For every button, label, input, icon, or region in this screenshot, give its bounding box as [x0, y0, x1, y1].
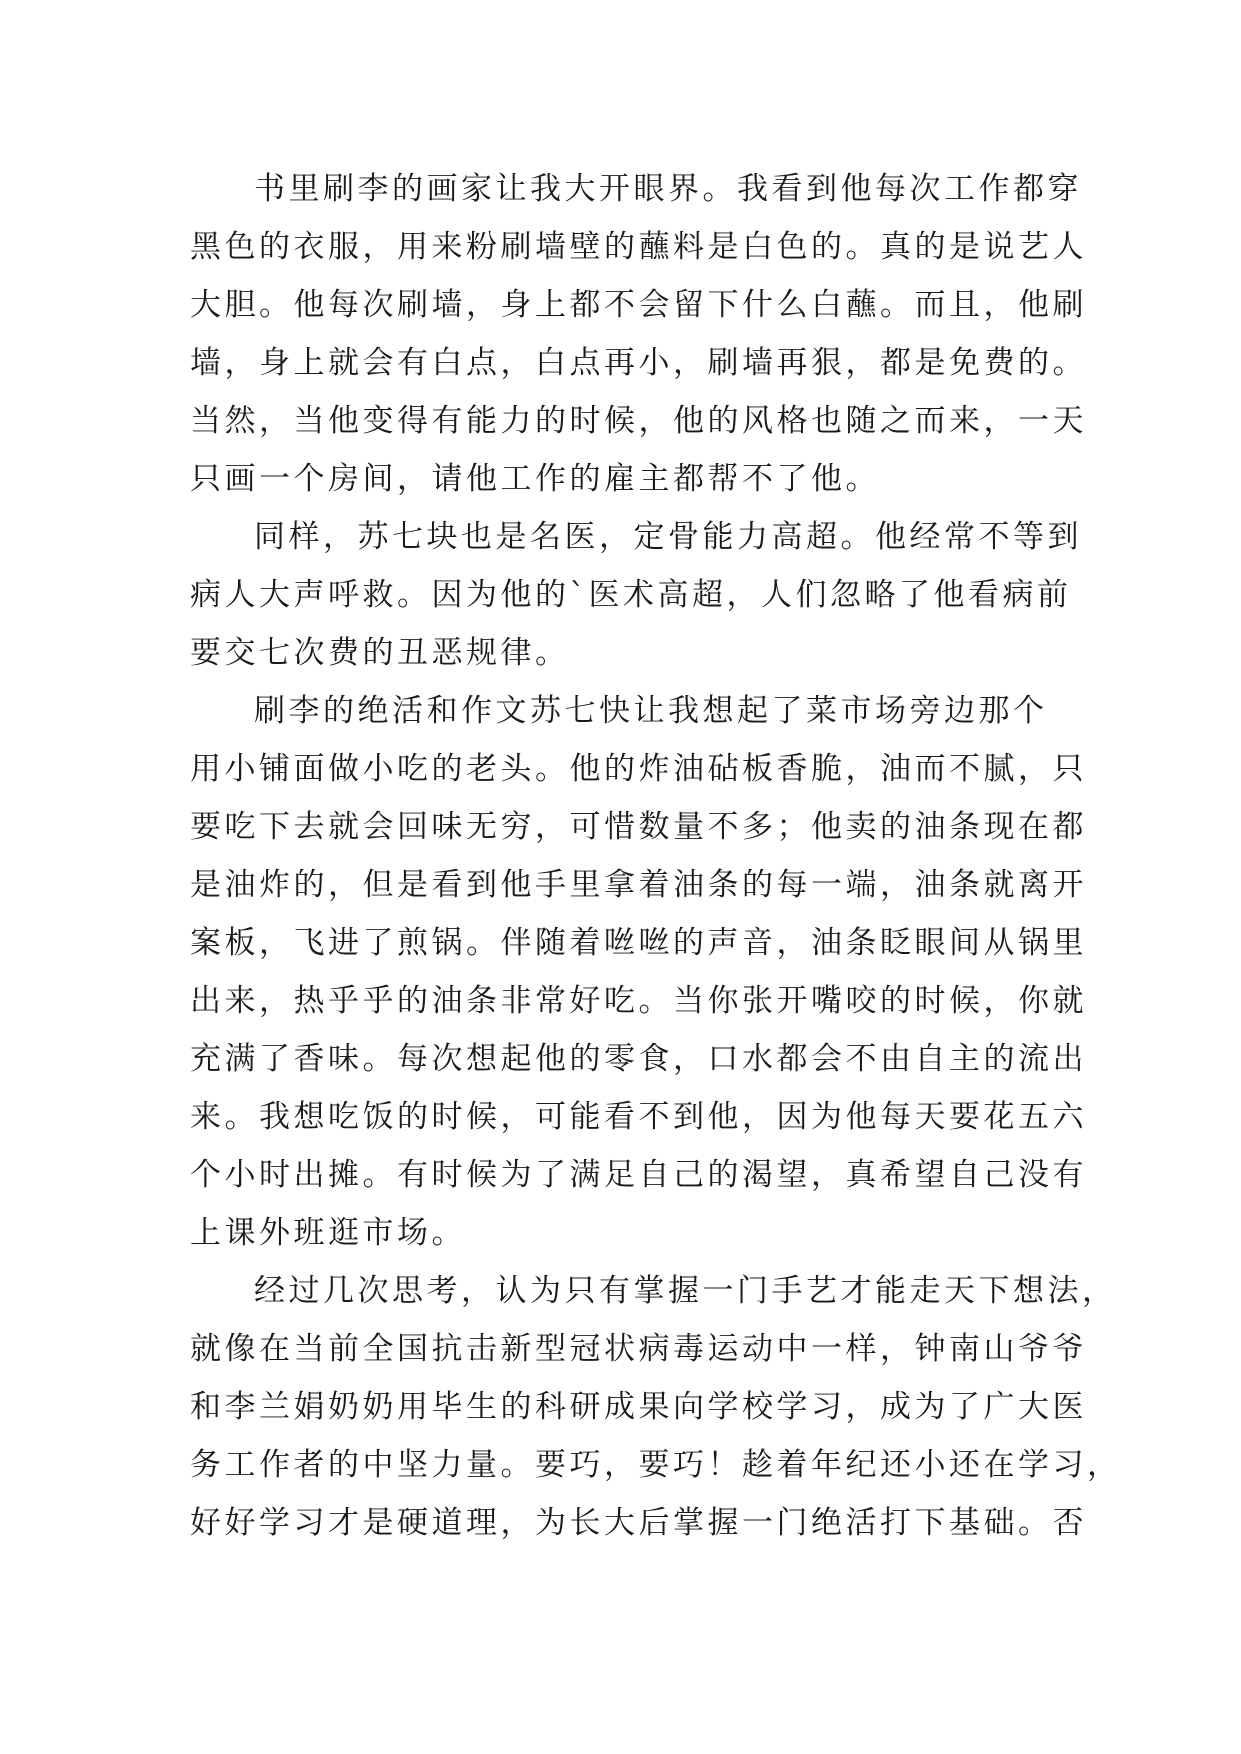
text-line: 来。我想吃饭的时候，可能看不到他，因为他每天要花五六 — [190, 1099, 1087, 1135]
text-line: 要吃下去就会回味无穷，可惜数量不多；他卖的油条现在都 — [190, 809, 1087, 845]
text-line: 案板，飞进了煎锅。伴随着咝咝的声音，油条眨眼间从锅里 — [190, 925, 1087, 961]
text-line: 是油炸的，但是看到他手里拿着油条的每一端，油条就离开 — [190, 867, 1087, 903]
text-line: 大胆。他每次刷墙，身上都不会留下什么白蘸。而且，他刷 — [190, 287, 1087, 323]
text-line: 上课外班逛市场。 — [190, 1215, 466, 1251]
text-line: 好好学习才是硬道理，为长大后掌握一门绝活打下基础。否 — [190, 1505, 1087, 1541]
text-line: 只画一个房间，请他工作的雇主都帮不了他。 — [190, 461, 880, 497]
text-line: 黑色的衣服，用来粉刷墙壁的蘸料是白色的。真的是说艺人 — [190, 229, 1087, 265]
text-line: 同样，苏七块也是名医，定骨能力高超。他经常不等到 — [254, 519, 1082, 555]
text-line: 就像在当前全国抗击新型冠状病毒运动中一样，钟南山爷爷 — [190, 1331, 1087, 1367]
text-line: 要交七次费的丑恶规律。 — [190, 635, 570, 671]
text-line: 个小时出摊。有时候为了满足自己的渴望，真希望自己没有 — [190, 1157, 1087, 1193]
text-line: 经过几次思考，认为只有掌握一门手艺才能走天下想法， — [254, 1273, 1117, 1309]
text-line: 病人大声呼救。因为他的`医术高超，人们忽略了他看病前 — [190, 577, 1072, 613]
text-line: 务工作者的中坚力量。要巧，要巧！趁着年纪还小还在学习， — [190, 1447, 1122, 1483]
text-line: 出来，热乎乎的油条非常好吃。当你张开嘴咬的时候，你就 — [190, 983, 1087, 1019]
text-line: 刷李的绝活和作文苏七快让我想起了菜市场旁边那个 — [254, 693, 1048, 729]
document-body — [190, 160, 1122, 1552]
text-line: 书里刷李的画家让我大开眼界。我看到他每次工作都穿 — [254, 171, 1082, 207]
text-line: 用小铺面做小吃的老头。他的炸油砧板香脆，油而不腻，只 — [190, 751, 1087, 787]
text-line: 当然，当他变得有能力的时候，他的风格也随之而来，一天 — [190, 403, 1087, 439]
text-line: 墙，身上就会有白点，白点再小，刷墙再狠，都是免费的。 — [190, 345, 1087, 381]
text-line: 充满了香味。每次想起他的零食，口水都会不由自主的流出 — [190, 1041, 1087, 1077]
text-line: 和李兰娟奶奶用毕生的科研成果向学校学习，成为了广大医 — [190, 1389, 1087, 1425]
